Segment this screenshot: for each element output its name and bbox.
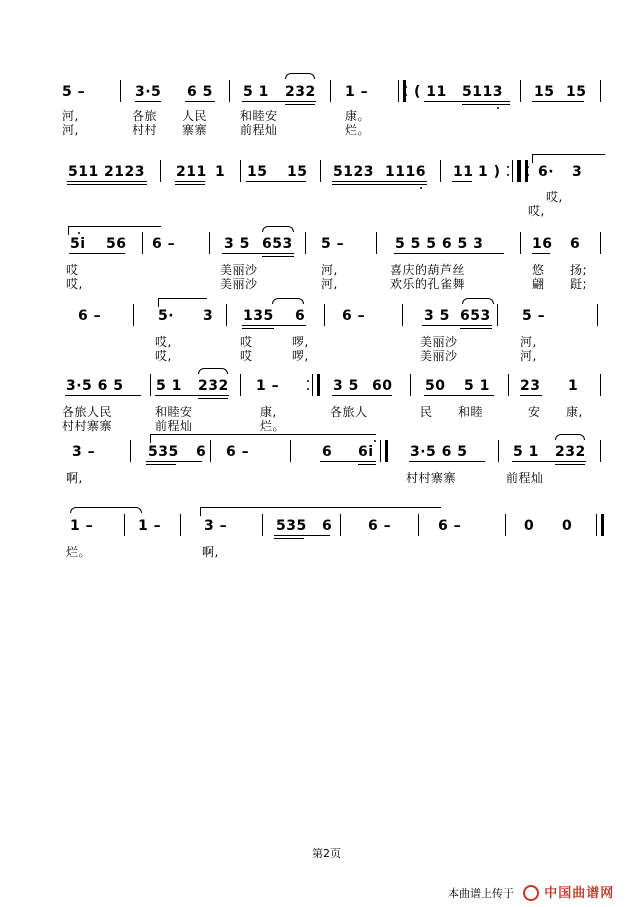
underline [332,184,427,185]
underline [274,538,304,539]
barline [600,374,601,396]
note: 1 – [256,378,280,394]
note: 3 5 [424,308,450,324]
lyric: 前程灿 [506,471,544,485]
underline [422,325,492,326]
note: 535 [148,444,179,460]
note: 60 [372,378,393,394]
underline [262,256,294,257]
note: 3 5 [333,378,359,394]
underline [175,184,205,185]
note: 3 – [204,518,228,534]
note: 3 [572,164,583,180]
note: 1 – [70,518,94,534]
lyric: 人民 [182,109,208,123]
underline [155,395,229,396]
note: 232 [198,378,229,394]
note: 5123 [333,164,374,180]
barline [290,440,291,462]
note: 6 – [78,308,102,324]
note: 6 – [342,308,366,324]
barline [229,80,230,102]
barline [340,514,341,536]
barline [240,374,241,396]
barline [600,440,601,462]
lyric: 哎, [66,277,83,291]
note: 5 1 [156,378,182,394]
underline [358,464,376,465]
lyric: 美丽沙 [420,349,458,363]
low-octave-dot [420,187,422,189]
underline [394,253,504,254]
note: 6· [538,164,555,180]
lyric: 河, [321,263,338,277]
barline [240,160,241,182]
lyric: 康, [260,405,277,419]
note: 6 [196,444,207,460]
underline [242,328,274,329]
lyric: 各旅 [132,109,158,123]
site-logo-icon [523,885,539,901]
underline [452,181,472,182]
lyric: 扬; [570,263,588,277]
underline [460,328,492,329]
lyric: 安 [528,405,541,419]
note: 6 – [152,236,176,252]
note: 511 [68,164,99,180]
lyric: 各旅人 [330,405,368,419]
lyric: 哎 [240,335,253,349]
lyric: 村村 [132,123,158,137]
barline [418,514,419,536]
barline [410,374,411,396]
barline [120,80,121,102]
repeat-dot [527,174,529,176]
barline [497,304,498,326]
note: 5 1 [464,378,490,394]
barline [440,160,441,182]
underline [246,181,306,182]
barline [305,232,306,254]
note: 3 5 [224,236,250,252]
lyric: 哎 [240,349,253,363]
barline [130,440,131,462]
note: 2123 [104,164,145,180]
lyric: 美丽沙 [220,263,258,277]
slur [462,298,494,304]
barline [498,440,499,462]
underline [274,535,330,536]
lyric: 美丽沙 [220,277,258,291]
note: 15 [534,84,555,100]
underline [285,104,315,105]
note: 232 [285,84,316,100]
note: 6 [322,518,333,534]
note: 23 [520,378,541,394]
barline [505,514,506,536]
lyric: 前程灿 [240,123,278,137]
barline [402,304,403,326]
tie-bracket [158,298,207,307]
lyric: 哎 [66,263,79,277]
underline [409,461,485,462]
underline [532,101,584,102]
underline [320,461,376,462]
repeat-dot [507,166,509,168]
slur [272,298,304,304]
slur [198,368,228,374]
lyric: 各旅人民 [62,405,113,419]
repeat-dot [527,166,529,168]
note: 5 – [321,236,345,252]
underline [332,181,427,182]
end-repeat-barline [312,374,320,396]
barline [124,514,125,536]
barline [160,160,161,182]
barline [226,304,227,326]
note: 1 – [138,518,162,534]
lyric: 烂。 [260,419,286,433]
lyric: 和睦安 [155,405,193,419]
tie-bracket [68,226,161,235]
repeat-dot [307,388,309,390]
barline [262,514,263,536]
lyric: 哎, [155,335,172,349]
note: 16 [532,236,553,252]
end-repeat-barline [398,80,406,102]
barline [150,374,151,396]
barline [133,304,134,326]
lyric: 和睦安 [240,109,278,123]
lyric: 哎, [546,190,563,204]
barline [376,232,377,254]
note: 15 [287,164,308,180]
note: 6 – [368,518,392,534]
underline [185,101,215,102]
underline [520,395,542,396]
barline [600,232,601,254]
tie-bracket [200,507,441,516]
note: 1 – [345,84,369,100]
low-octave-dot [497,107,499,109]
note: 5 – [522,308,546,324]
repeat-dot [307,380,309,382]
note: 11 [453,164,474,180]
double-barline [380,440,388,462]
lyric: 康, [566,405,583,419]
lyric: 和睦 [458,405,484,419]
note: 3·5 6 5 [410,444,468,460]
note: 5 – [62,84,86,100]
underline [532,253,550,254]
underline [175,181,205,182]
barline [330,80,331,102]
note: 3 – [72,444,96,460]
underline [555,464,585,465]
underline [146,461,202,462]
underline [69,253,125,254]
slur [285,73,315,79]
barline [320,160,321,182]
lyric: 民 [420,405,433,419]
note: ( 11 [414,84,447,100]
slur [555,434,585,440]
note: 6 – [226,444,250,460]
note: 6i [358,444,374,460]
lyric: 村村寨寨 [62,419,113,433]
note: 0 [524,518,535,534]
volta-bracket [532,154,605,163]
note: 135 [243,308,274,324]
lyric: 寨寨 [182,123,208,137]
note: 1 ) [478,164,501,180]
note: 6 5 [187,84,213,100]
underline [512,461,586,462]
underline [332,395,392,396]
note: 56 [106,236,127,252]
upload-text: 本曲谱上传于 [448,887,514,900]
underline [424,395,494,396]
lyric: 啰, [292,335,309,349]
start-repeat-barline [520,160,528,182]
lyric: 悠 [532,263,545,277]
note: 5113 [462,84,503,100]
note: 6 – [438,518,462,534]
underline [242,325,306,326]
note: 232 [555,444,586,460]
lyric: 烂。 [345,123,371,137]
lyric: 烂。 [66,545,92,559]
site-brand: 中国曲谱网 [544,886,615,901]
repeat-dot [405,94,407,96]
note: 3·5 6 5 [66,378,124,394]
note: 15 [247,164,268,180]
end-repeat-barline [512,160,520,182]
note: 50 [425,378,446,394]
high-octave-dot [78,232,80,234]
note: 5 1 [513,444,539,460]
barline [520,80,521,102]
lyric: 啊, [202,545,219,559]
barline [210,440,211,462]
lyric: 喜庆的葫芦丝 [390,263,466,277]
lyric: 村村寨寨 [406,471,457,485]
upload-credit [448,882,614,901]
lyric: 河, [520,349,537,363]
note: 5· [158,308,175,324]
note: 3 [203,308,214,324]
note: 5 5 5 6 5 3 [395,236,484,252]
note: 535 [276,518,307,534]
slur [262,226,294,232]
underline [198,398,228,399]
barline [142,232,143,254]
note: 6 [295,308,306,324]
note: 1 [568,378,579,394]
underline [65,395,141,396]
barline [180,514,181,536]
note: 6 [322,444,333,460]
barline [209,232,210,254]
lyric: 前程灿 [155,419,193,433]
note: 3·5 [135,84,162,100]
note: 1 [215,164,226,180]
page-number: 第2页 [312,847,341,860]
note: 653 [460,308,491,324]
lyric: 翩 [532,277,545,291]
barline [600,80,601,102]
high-octave-dot [374,440,376,442]
underline [222,253,294,254]
tie-bracket [150,434,376,443]
underline [242,101,316,102]
barline [508,374,509,396]
slur [70,507,142,513]
underline [67,181,147,182]
repeat-dot [405,86,407,88]
note: 1116 [385,164,426,180]
note: 15 [566,84,587,100]
note: 211 [176,164,207,180]
lyric: 河, [62,123,79,137]
repeat-dot [507,174,509,176]
lyric: 啰, [292,349,309,363]
barline [597,304,598,326]
lyric: 河, [321,277,338,291]
lyric: 美丽沙 [420,335,458,349]
final-barline [596,514,604,536]
underline [462,104,510,105]
note: 5i [70,236,86,252]
lyric: 哎, [155,349,172,363]
note: 0 [562,518,573,534]
note: 5 1 [243,84,269,100]
underline [135,101,161,102]
lyric: 跹; [570,277,588,291]
note: 653 [262,236,293,252]
lyric: 河, [62,109,79,123]
barline [324,304,325,326]
lyric: 河, [520,335,537,349]
underline [67,184,147,185]
lyric: 欢乐的孔雀舞 [390,277,466,291]
note: 6 [570,236,581,252]
barline [520,232,521,254]
lyric: 啊, [66,471,83,485]
lyric: 康。 [345,109,371,123]
underline [146,464,176,465]
lyric: 哎, [528,204,545,218]
underline [424,101,510,102]
